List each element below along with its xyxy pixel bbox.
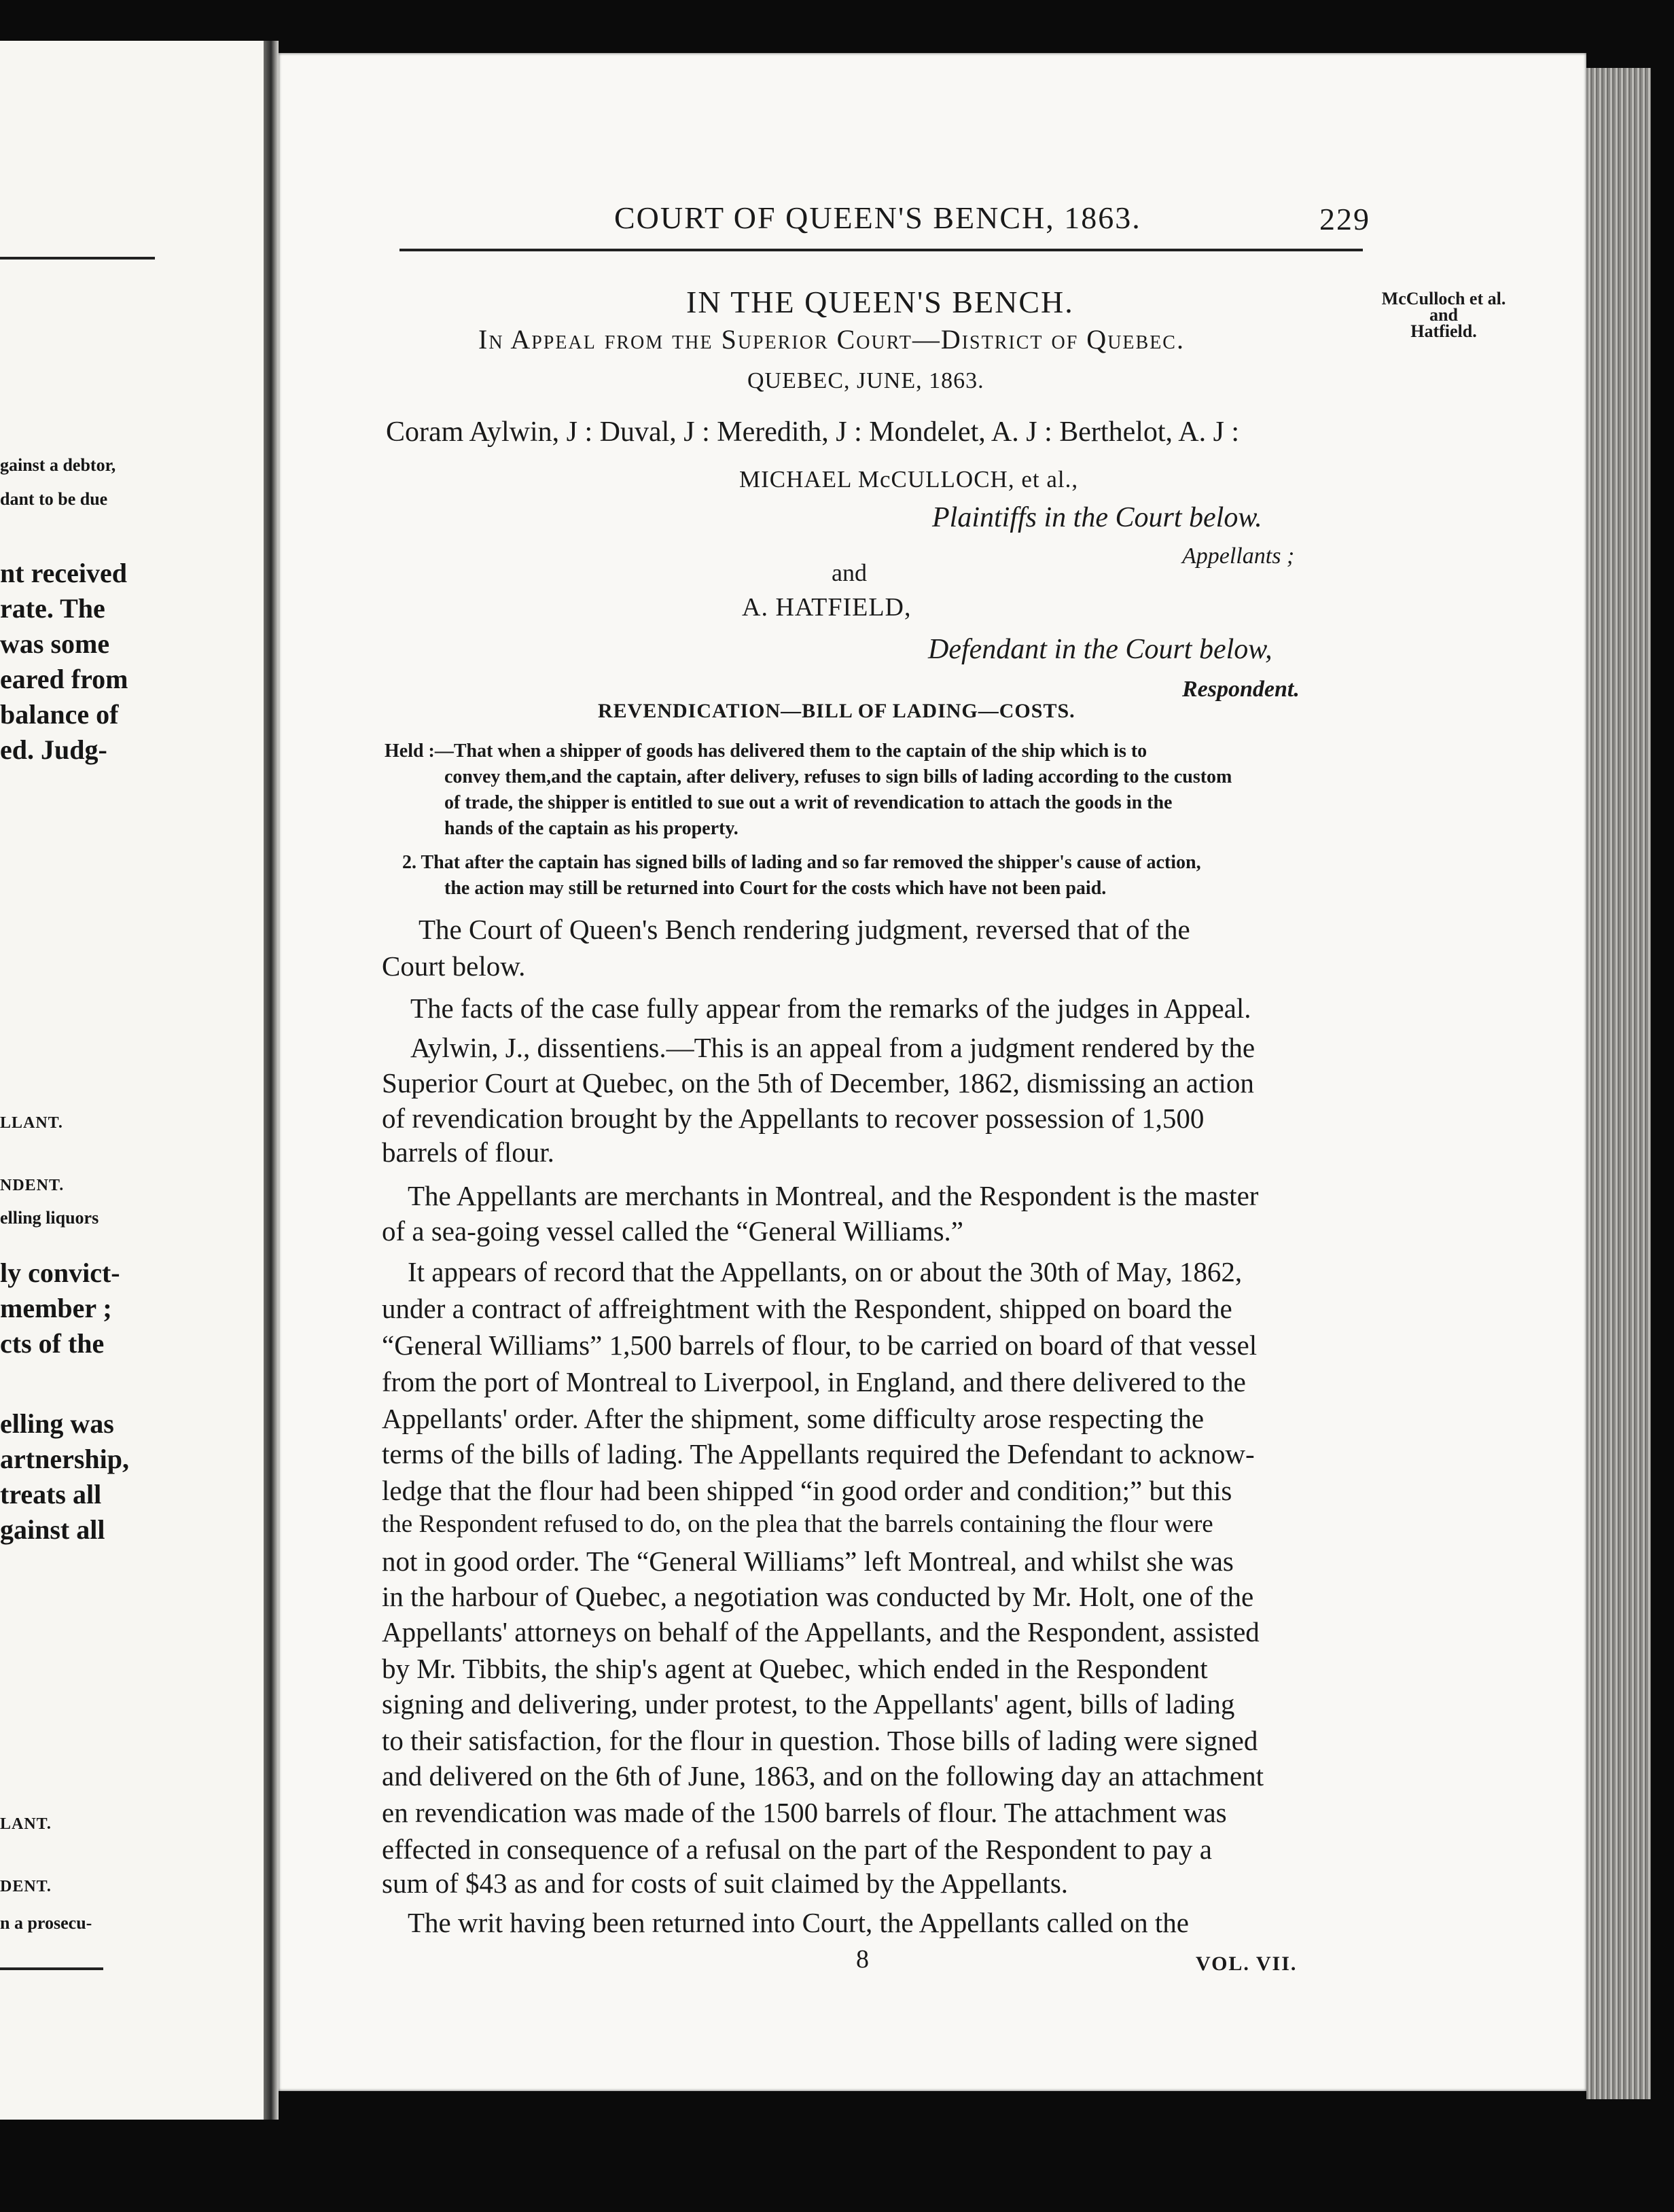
appellant-designation: Appellants ; <box>1182 543 1295 569</box>
appeal-line: In Appeal from the Superior Court—District of Quebec. <box>478 324 1185 355</box>
appellant-name: MICHAEL McCULLOCH, et al., <box>739 466 1079 493</box>
headnote-line: Held :—That when a shipper of goods has delivered them to the captain of the ship which is to <box>385 741 1147 762</box>
facing-page-fragment: LLANT. <box>0 1114 63 1132</box>
body-line: and delivered on the 6th of June, 1863, and on the following day an attachment <box>382 1760 1264 1791</box>
body-line: It appears of record that the Appellants, on or about the 30th of May, 1862, <box>408 1256 1243 1287</box>
body-line: ledge that the flour had been shipped “in good order and condition;” but this <box>382 1475 1232 1506</box>
body-line: under a contract of affreightment with the Respondent, shipped on board the <box>382 1293 1232 1324</box>
facing-page-fragment: gainst all <box>0 1514 105 1545</box>
facing-page-fragment: nt received <box>0 558 127 588</box>
facing-page-fragment: ly convict- <box>0 1257 120 1288</box>
scan-border <box>0 2120 1674 2212</box>
volume-mark: VOL. VII. <box>1196 1952 1298 1975</box>
respondent-name: A. HATFIELD, <box>742 593 912 622</box>
signature-mark: 8 <box>856 1945 869 1974</box>
book-spine <box>264 41 279 2120</box>
body-line: The writ having been returned into Court, the Appellants called on the <box>408 1907 1189 1938</box>
facing-page <box>0 41 268 2120</box>
body-line: the Respondent refused to do, on the plea that the barrels containing the flour were <box>382 1510 1213 1538</box>
place-date: QUEBEC, JUNE, 1863. <box>747 368 984 393</box>
facing-page-fragment: artnership, <box>0 1444 129 1474</box>
facing-page-rule <box>0 257 155 260</box>
headnote-line: the action may still be returned into Court for the costs which have not been paid. <box>444 878 1107 899</box>
body-line: The Court of Queen's Bench rendering judgment, reversed that of the <box>418 914 1190 945</box>
respondent-designation: Respondent. <box>1182 677 1300 702</box>
facing-page-fragment: balance of <box>0 699 119 730</box>
body-line: Aylwin, J., dissentiens.—This is an appeal from a judgment rendered by the <box>410 1032 1256 1063</box>
headnote-line: convey them,and the captain, after delivery, refuses to sign bills of lading according to the custom <box>444 766 1232 787</box>
facing-page-fragment: cts of the <box>0 1328 105 1359</box>
body-line: terms of the bills of lading. The Appellants required the Defendant to acknow- <box>382 1438 1255 1469</box>
body-line: The facts of the case fully appear from the remarks of the judges in Appeal. <box>410 993 1251 1024</box>
body-line: effected in consequence of a refusal on the part of the Respondent to pay a <box>382 1834 1212 1865</box>
margin-note-line: Hatfield. <box>1410 321 1477 341</box>
subject-heading: REVENDICATION—BILL OF LADING—COSTS. <box>598 700 1075 722</box>
facing-page-fragment: NDENT. <box>0 1177 65 1194</box>
facing-page-fragment: treats all <box>0 1479 102 1510</box>
headnote-line: of trade, the shipper is entitled to sue out a writ of revendication to attach the goods in the <box>444 792 1173 813</box>
facing-page-fragment: ed. Judg- <box>0 734 107 765</box>
body-line: in the harbour of Quebec, a negotiation was conducted by Mr. Holt, one of the <box>382 1581 1254 1612</box>
body-line: signing and delivering, under protest, to the Appellants' agent, bills of lading <box>382 1688 1235 1719</box>
facing-page-fragment: elling was <box>0 1408 114 1439</box>
headnote-line: 2. That after the captain has signed bills of lading and so far removed the shipper's cause of action, <box>402 852 1201 873</box>
facing-page-fragment: eared from <box>0 664 128 694</box>
facing-page-fragment: rate. The <box>0 593 105 624</box>
and-separator: and <box>832 559 867 586</box>
body-line: Court below. <box>382 950 526 982</box>
body-line: barrels of flour. <box>382 1137 554 1168</box>
appellant-role: Plaintiffs in the Court below. <box>932 502 1262 533</box>
running-title: COURT OF QUEEN'S BENCH, 1863. <box>614 200 1141 235</box>
page-edges <box>1586 68 1651 2099</box>
court-heading: IN THE QUEEN'S BENCH. <box>686 285 1074 319</box>
body-line: “General Williams” 1,500 barrels of flour, to be carried on board of that vessel <box>382 1330 1258 1361</box>
respondent-role: Defendant in the Court below, <box>928 634 1272 665</box>
body-line: Appellants' order. After the shipment, some difficulty arose respecting the <box>382 1403 1205 1434</box>
facing-page-fragment: elling liquors <box>0 1208 99 1228</box>
coram: Coram Aylwin, J : Duval, J : Meredith, J : Mondelet, A. J : Berthelot, A. J : <box>386 416 1240 448</box>
headnote-line: hands of the captain as his property. <box>444 818 738 839</box>
body-line: The Appellants are merchants in Montreal, and the Respondent is the master <box>408 1180 1259 1211</box>
facing-page-fragment: member ; <box>0 1293 112 1323</box>
body-line: of revendication brought by the Appellants to recover possession of 1,500 <box>382 1103 1205 1134</box>
facing-page-rule <box>0 1967 103 1970</box>
body-line: Superior Court at Quebec, on the 5th of December, 1862, dismissing an action <box>382 1067 1254 1099</box>
body-line: not in good order. The “General Williams” left Montreal, and whilst she was <box>382 1546 1234 1577</box>
facing-page-fragment: n a prosecu- <box>0 1913 92 1933</box>
body-line: of a sea-going vessel called the “General Williams.” <box>382 1215 963 1247</box>
facing-page-fragment: LANT. <box>0 1815 52 1833</box>
body-line: to their satisfaction, for the flour in question. Those bills of lading were signed <box>382 1725 1258 1756</box>
running-head <box>402 196 1370 247</box>
header-rule <box>399 249 1363 251</box>
margin-note-line: McCulloch et al. <box>1381 289 1506 308</box>
margin-note-line: and <box>1429 305 1458 325</box>
facing-page-fragment: dant to be due <box>0 489 108 509</box>
facing-page-fragment: was some <box>0 628 110 659</box>
margin-note <box>1362 291 1525 340</box>
facing-page-fragment: gainst a debtor, <box>0 455 116 475</box>
body-line: en revendication was made of the 1500 barrels of flour. The attachment was <box>382 1797 1227 1828</box>
body-line: sum of $43 as and for costs of suit claimed by the Appellants. <box>382 1868 1069 1899</box>
body-line: Appellants' attorneys on behalf of the Appellants, and the Respondent, assisted <box>382 1616 1260 1647</box>
page-number: 229 <box>1319 202 1370 236</box>
body-line: from the port of Montreal to Liverpool, in England, and there delivered to the <box>382 1366 1246 1397</box>
facing-page-fragment: DENT. <box>0 1878 52 1895</box>
body-line: by Mr. Tibbits, the ship's agent at Quebec, which ended in the Respondent <box>382 1653 1208 1684</box>
